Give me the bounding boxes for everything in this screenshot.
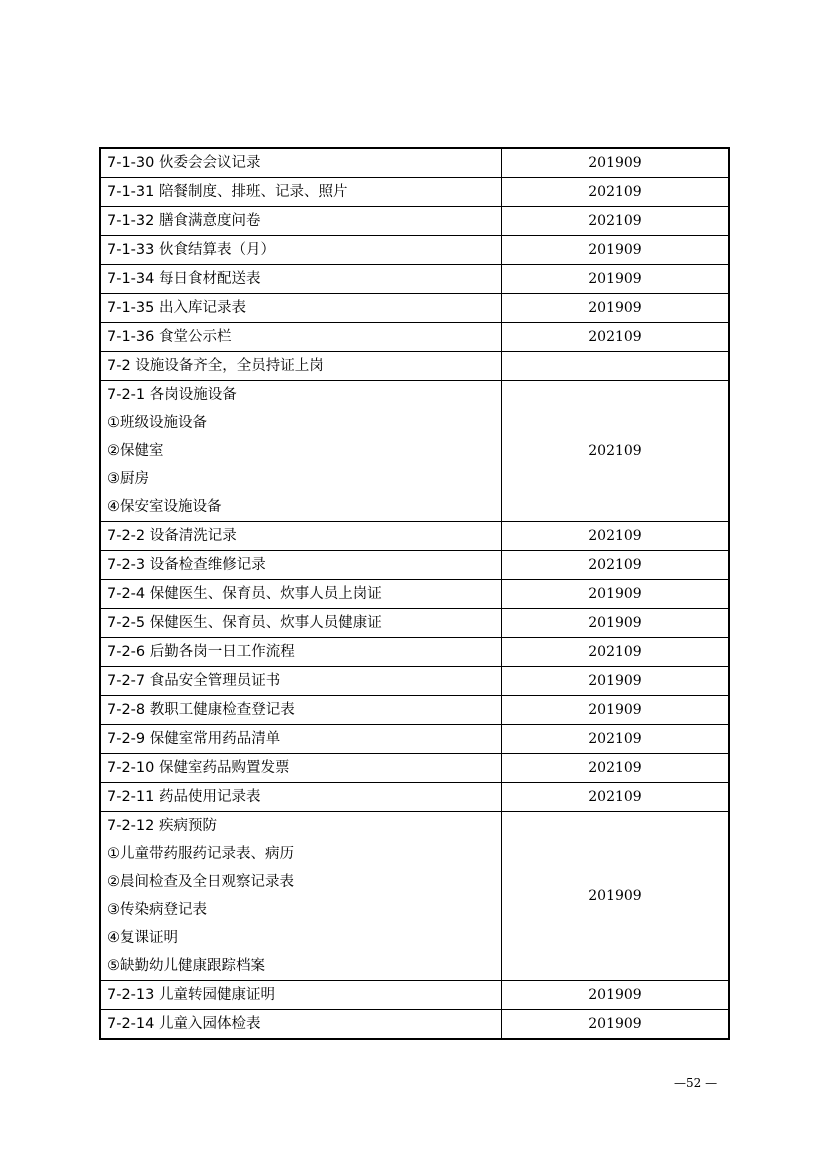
table-row <box>100 265 729 294</box>
item-line: ①班级设施设备 <box>107 415 207 431</box>
item-date: 202109 <box>502 323 730 352</box>
page-number: —52 — <box>674 1076 718 1090</box>
item-label: 7-1-34 每日食材配送表 <box>100 265 502 294</box>
item-date: 201909 <box>502 236 730 265</box>
item-date: 201909 <box>502 265 730 294</box>
item-date: 202109 <box>502 551 730 580</box>
item-date: 201909 <box>502 580 730 609</box>
item-date: 202109 <box>502 381 730 522</box>
item-line: 7-2-1 各岗设施设备 <box>107 387 237 403</box>
item-date: 202109 <box>502 638 730 667</box>
item-date: 202109 <box>502 725 730 754</box>
table-row <box>100 551 729 580</box>
item-label: 7-1-31 陪餐制度、排班、记录、照片 <box>100 178 502 207</box>
item-line: ①儿童带药服药记录表、病历 <box>107 846 294 862</box>
item-date: 201909 <box>502 667 730 696</box>
item-date: 201909 <box>502 609 730 638</box>
table-row <box>100 522 729 551</box>
item-label: 7-2-11 药品使用记录表 <box>100 783 502 812</box>
item-label-multiline <box>100 812 502 981</box>
table-row <box>100 294 729 323</box>
table-row <box>100 1010 729 1040</box>
item-date: 201909 <box>502 294 730 323</box>
item-label: 7-2-7 食品安全管理员证书 <box>100 667 502 696</box>
table-row <box>100 725 729 754</box>
item-label: 7-2-10 保健室药品购置发票 <box>100 754 502 783</box>
item-label: 7-2-3 设备检查维修记录 <box>100 551 502 580</box>
table-row <box>100 323 729 352</box>
item-date: 202109 <box>502 522 730 551</box>
item-date: 201909 <box>502 812 730 981</box>
item-line: ⑤缺勤幼儿健康跟踪档案 <box>107 958 265 974</box>
item-line: ②晨间检查及全日观察记录表 <box>107 874 294 890</box>
table-row <box>100 783 729 812</box>
table-row <box>100 696 729 725</box>
item-label: 7-2-6 后勤各岗一日工作流程 <box>100 638 502 667</box>
item-line: ②保健室 <box>107 443 164 459</box>
table-row <box>100 981 729 1010</box>
item-label: 7-2-13 儿童转园健康证明 <box>100 981 502 1010</box>
item-date: 201909 <box>502 981 730 1010</box>
table-row-multiline <box>100 381 729 522</box>
item-line: 7-2-12 疾病预防 <box>107 818 217 834</box>
item-label: 7-2-5 保健医生、保育员、炊事人员健康证 <box>100 609 502 638</box>
item-label: 7-2-9 保健室常用药品清单 <box>100 725 502 754</box>
section-label: 7-2 设施设备齐全，全员持证上岗 <box>100 352 502 381</box>
item-date: 201909 <box>502 696 730 725</box>
table-row <box>100 638 729 667</box>
table-row <box>100 148 729 178</box>
table-row <box>100 667 729 696</box>
table-row <box>100 178 729 207</box>
item-line: ③厨房 <box>107 471 149 487</box>
item-line: ③传染病登记表 <box>107 902 207 918</box>
records-table <box>99 147 730 1040</box>
item-date: 202109 <box>502 178 730 207</box>
item-label: 7-1-35 出入库记录表 <box>100 294 502 323</box>
table-row <box>100 580 729 609</box>
item-line: ④保安室设施设备 <box>107 499 222 515</box>
section-row <box>100 352 729 381</box>
item-label: 7-2-2 设备清洗记录 <box>100 522 502 551</box>
item-label: 7-1-30 伙委会会议记录 <box>100 148 502 178</box>
table-row <box>100 207 729 236</box>
table-row <box>100 236 729 265</box>
item-date: 201909 <box>502 148 730 178</box>
item-date: 202109 <box>502 754 730 783</box>
table-row-multiline <box>100 812 729 981</box>
item-date: 202109 <box>502 783 730 812</box>
item-date: 201909 <box>502 1010 730 1040</box>
item-line: ④复课证明 <box>107 930 178 946</box>
item-label: 7-2-14 儿童入园体检表 <box>100 1010 502 1040</box>
item-label-multiline <box>100 381 502 522</box>
item-label: 7-1-36 食堂公示栏 <box>100 323 502 352</box>
item-label: 7-1-32 膳食满意度问卷 <box>100 207 502 236</box>
item-date: 202109 <box>502 207 730 236</box>
table-row <box>100 609 729 638</box>
item-label: 7-2-8 教职工健康检查登记表 <box>100 696 502 725</box>
item-label: 7-1-33 伙食结算表（月） <box>100 236 502 265</box>
item-label: 7-2-4 保健医生、保育员、炊事人员上岗证 <box>100 580 502 609</box>
item-date <box>502 352 730 381</box>
table-row <box>100 754 729 783</box>
